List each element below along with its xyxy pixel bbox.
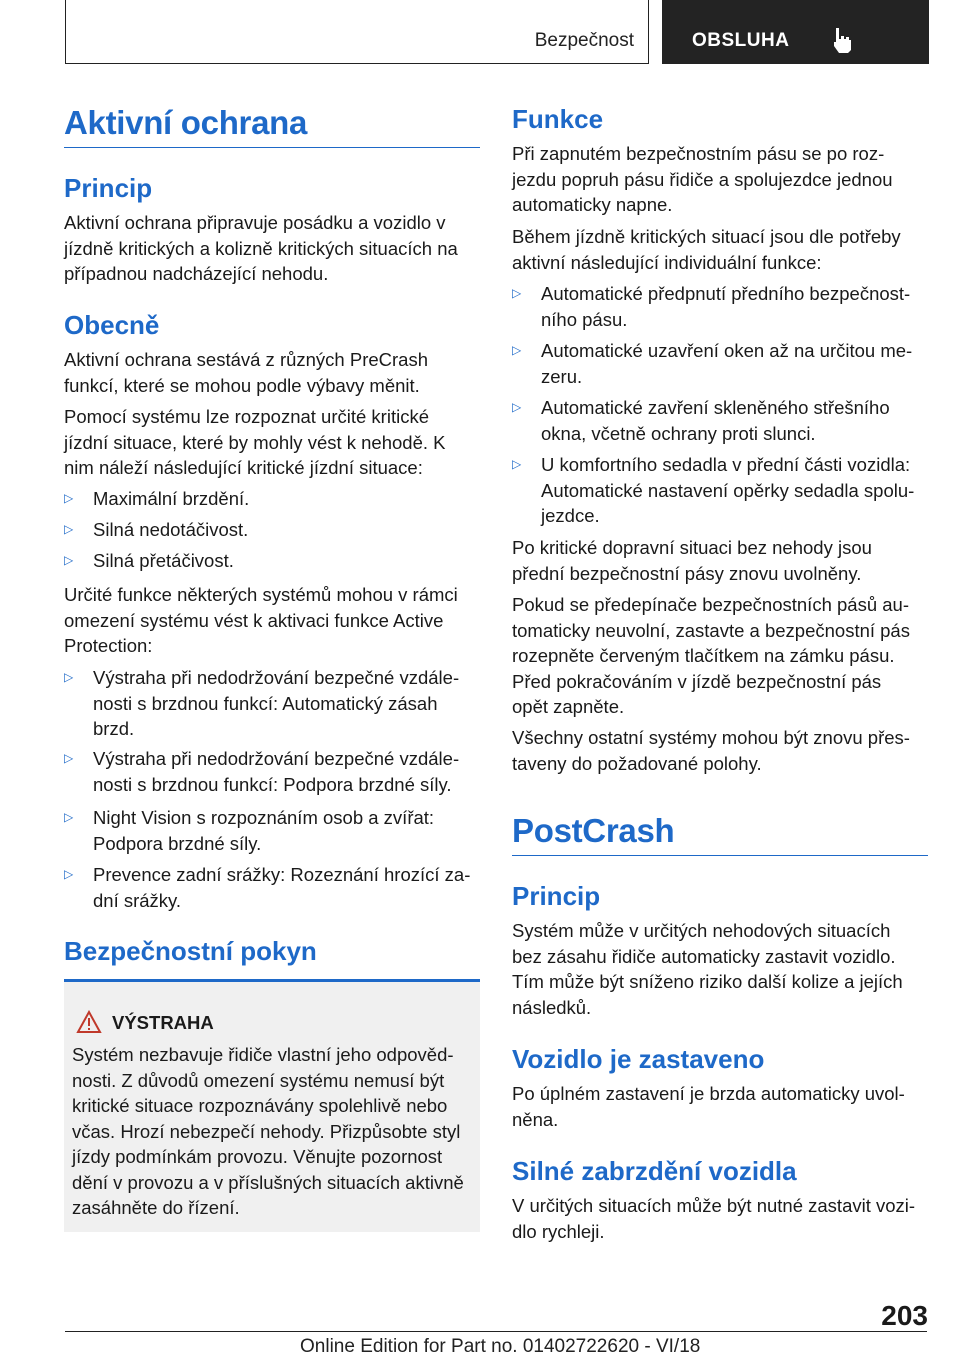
text-line: taveny do požadované polohy. [512, 752, 762, 774]
heading-postcrash: PostCrash [512, 812, 675, 849]
list-text [541, 281, 929, 332]
section-tab [65, 0, 649, 64]
bullet-triangle-icon: ▷ [512, 457, 522, 471]
text-line: Aktivní ochrana sestává z různých PreCrash [64, 349, 428, 370]
heading-active-protection: Aktivní ochrana [64, 104, 308, 141]
text-line: Night Vision s rozpoznáním osob a zvířat: [93, 807, 435, 828]
list-text [541, 338, 929, 389]
heading-princip-postcrash: Princip [512, 881, 601, 911]
text-line: ního pásu. [541, 308, 628, 330]
heading-safety: Bezpečnostní pokyn [64, 936, 317, 966]
text-line: automaticky napne. [512, 194, 673, 215]
text-line: funkcí, které se mohou podle výbavy měnit. [64, 374, 420, 396]
text-line: Aktivní ochrana připravuje posádku a vozidlo v [64, 212, 446, 233]
paragraph-strong-braking [512, 1193, 928, 1244]
text-line: Výstraha při nedodržování bezpečné vzdále- [93, 667, 460, 688]
text-line: Systém může v určitých nehodových situacích [512, 920, 891, 941]
paragraph-vehicle-stopped [512, 1081, 928, 1132]
text-line: Prevence zadní srážky: Rozeznání hrozící za- [93, 864, 471, 885]
paragraph-obecne-2 [64, 404, 480, 481]
heading-rule [512, 855, 928, 856]
bullet-triangle-icon: ▷ [64, 491, 74, 505]
text-line: Automatické nastavení opěrky sedadla spolu- [541, 479, 915, 501]
text-line: brzd. [93, 718, 135, 739]
list-text: Maximální brzdění. [93, 488, 250, 509]
footer-text: Online Edition for Part no. 01402722620 - VI/18 [300, 1336, 701, 1357]
text-line: nosti. Z důvodů omezení systému nemusí být [72, 1069, 445, 1091]
text-line: Podpora brzdné síly. [93, 832, 262, 854]
bullet-triangle-icon: ▷ [64, 670, 74, 684]
paragraph-princip [64, 210, 480, 287]
text-line: Automatické uzavření oken až na určitou me- [541, 340, 913, 361]
paragraph-pretensioner [512, 592, 928, 720]
heading-vehicle-stopped: Vozidlo je zastaveno [512, 1044, 765, 1074]
text-line: Všechny ostatní systémy mohou být znovu přes- [512, 727, 910, 748]
text-line: včas. Hrozí nebezpečí nehody. Přizpůsobte styl [72, 1120, 461, 1142]
paragraph-funkce-2 [512, 224, 928, 275]
paragraph-after-crash [512, 535, 928, 586]
text-line: Výstraha při nedodržování bezpečné vzdále- [93, 748, 460, 769]
bullet-triangle-icon: ▷ [512, 400, 522, 414]
text-line: Automatické zavření skleněného střešního [541, 397, 890, 418]
footer-rule [65, 1331, 927, 1332]
text-line: jezdu popruh pásu řidiče a spolujezdce jednou [512, 168, 893, 190]
text-line: opět zapněte. [512, 696, 625, 717]
warning-box [64, 982, 480, 1232]
warning-title: VÝSTRAHA [112, 1012, 214, 1033]
list-text [541, 395, 929, 446]
text-line: jezdce. [541, 505, 600, 526]
list-text [93, 665, 481, 742]
text-line: Pomocí systému lze rozpoznat určité kritické [64, 406, 429, 427]
bullet-triangle-icon: ▷ [64, 553, 74, 567]
list-text [93, 746, 481, 797]
text-line: nosti s brzdnou funkcí: Podpora brzdné síly. [93, 773, 452, 795]
heading-funkce: Funkce [512, 104, 604, 134]
text-line: následků. [512, 996, 592, 1018]
text-line: aktivní následující individuální funkce: [512, 251, 822, 273]
text-line: Systém nezbavuje řidiče vlastní jeho odpověd- [72, 1044, 454, 1065]
page-header [65, 0, 929, 66]
text-line: okna, včetně ochrany proti slunci. [541, 422, 816, 444]
hand-pointer-icon [830, 26, 856, 54]
text-line: tomaticky neuvolní, zastavte a bezpečnostní pás [512, 619, 910, 641]
text-line: dní srážky. [93, 889, 182, 911]
heading-obecne: Obecně [64, 310, 160, 340]
list-text [93, 862, 481, 913]
bullet-triangle-icon: ▷ [64, 867, 74, 881]
text-line: Tím může být sníženo riziko další kolize a jejích [512, 971, 903, 992]
text-line: Před pokračováním v jízdě bezpečnostní pás [512, 670, 882, 692]
text-line: omezení systému vést k aktivaci funkce Active [64, 609, 444, 631]
paragraph-princip-postcrash [512, 918, 928, 1020]
text-line: přední bezpečnostní pásy znovu uvolněny. [512, 562, 862, 584]
chapter-tab [662, 0, 929, 64]
bullet-triangle-icon: ▷ [512, 286, 522, 300]
text-line: případnou nadcházející nehodu. [64, 263, 329, 284]
text-line: Při zapnutém bezpečnostním pásu se po roz- [512, 143, 885, 164]
text-line: nim náleží následující kritické jízdní situace: [64, 457, 423, 478]
paragraph-active-protection [64, 582, 480, 659]
text-line: V určitých situacích může být nutné zastavit vozi- [512, 1195, 916, 1216]
text-line: Automatické předpnutí předního bezpečnost- [541, 283, 911, 304]
text-line: U komfortního sedadla v přední části vozidla: [541, 454, 911, 475]
heading-princip: Princip [64, 173, 153, 203]
section-title: Bezpečnost [534, 30, 634, 51]
text-line: jízdní situace, které by mohly vést k nehodě. K [64, 431, 446, 453]
text-line: Určité funkce některých systémů mohou v rámci [64, 584, 458, 605]
text-line: jízdy podmínkám provozu. Věnujte pozornost [72, 1146, 443, 1167]
text-line: kritické situace rozpoznávány spolehlivě nebo [72, 1095, 448, 1116]
text-line: dlo rychleji. [512, 1220, 605, 1242]
heading-rule [64, 147, 480, 148]
list-text [93, 805, 481, 856]
text-line: rozepněte červeným tlačítkem na zámku pásu. [512, 645, 895, 666]
bullet-triangle-icon: ▷ [64, 810, 74, 824]
paragraph-other-systems [512, 725, 928, 776]
text-line: zasáhněte do řízení. [72, 1197, 240, 1218]
heading-strong-braking: Silné zabrzdění vozidla [512, 1156, 797, 1186]
text-line: bez zásahu řidiče automaticky zastavit vozidlo. [512, 945, 896, 967]
text-line: dění v provozu a v příslušných situacích aktivně [72, 1171, 464, 1193]
bullet-triangle-icon: ▷ [64, 751, 74, 765]
list-text [541, 452, 929, 529]
text-line: Po kritické dopravní situaci bez nehody jsou [512, 537, 872, 558]
text-line: Pokud se předepínače bezpečnostních pásů au- [512, 594, 910, 615]
warning-triangle-icon [76, 1010, 102, 1034]
text-line: zeru. [541, 365, 583, 387]
text-line: jízdně kritických a kolizně kritických situacích na [64, 237, 458, 259]
paragraph-funkce-1 [512, 141, 928, 218]
text-line: Během jízdně kritických situací jsou dle potřeby [512, 226, 901, 247]
chapter-title: OBSLUHA [692, 30, 790, 51]
warning-text [72, 1042, 472, 1221]
paragraph-obecne-1 [64, 347, 480, 398]
text-line: Protection: [64, 635, 153, 656]
text-line: Po úplném zastavení je brzda automaticky uvol- [512, 1083, 905, 1104]
text-line: nosti s brzdnou funkcí: Automatický zásah [93, 692, 438, 714]
list-text: Silná nedotáčivost. [93, 519, 249, 540]
bullet-triangle-icon: ▷ [64, 522, 74, 536]
page-number: 203 [881, 1300, 928, 1331]
bullet-triangle-icon: ▷ [512, 343, 522, 357]
text-line: něna. [512, 1108, 559, 1130]
list-text: Silná přetáčivost. [93, 550, 234, 571]
